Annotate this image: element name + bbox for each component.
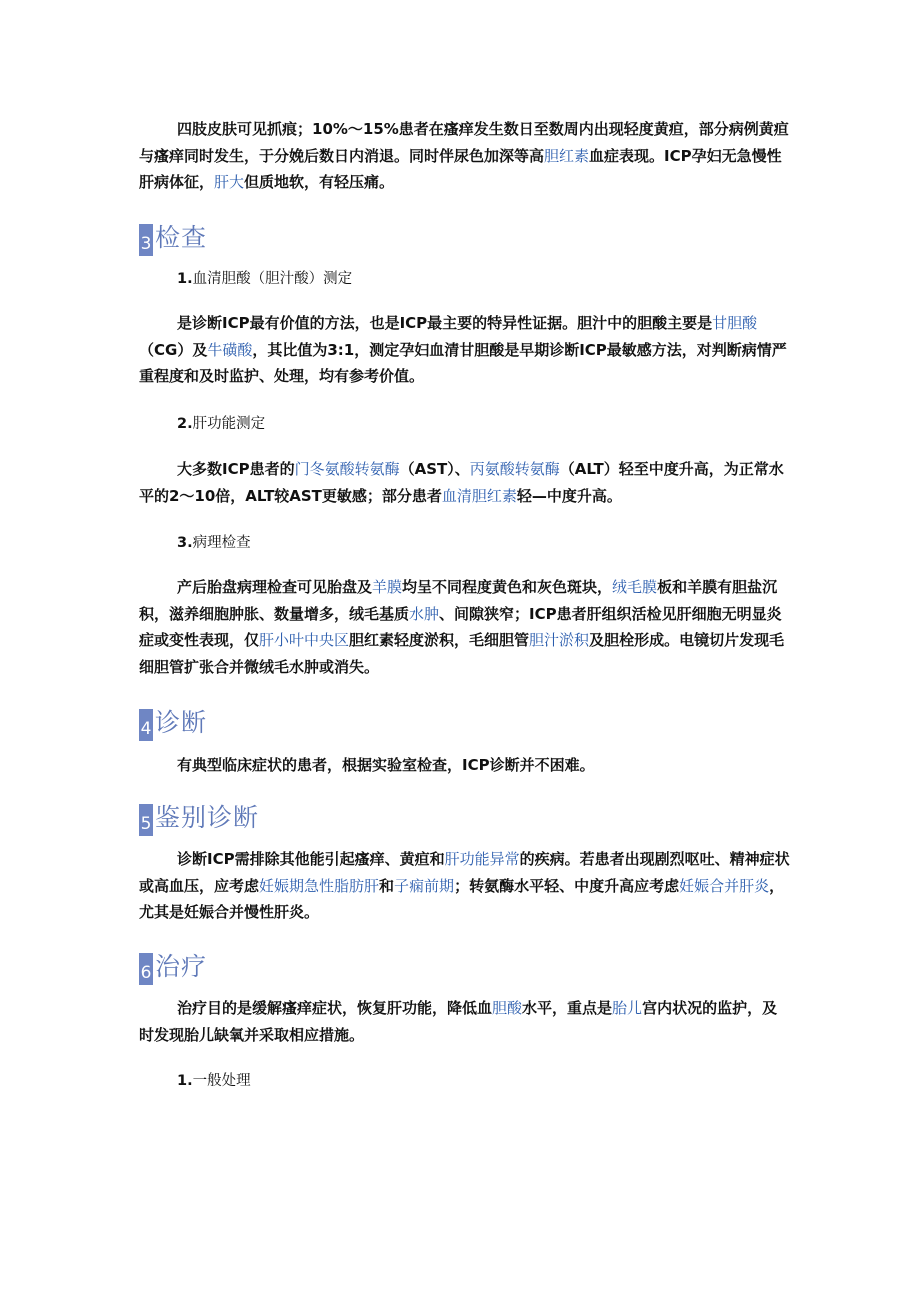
section-number: 5 (139, 804, 153, 836)
p2-text-b: （CG）及 (139, 340, 208, 359)
link-alt[interactable]: 丙氨酸转氨酶 (469, 460, 560, 478)
p6-text-e: ，尤其是妊娠合并慢性肝炎。 (139, 876, 785, 921)
section-heading-diagnosis (139, 705, 207, 741)
p1-text-b: 血症表现。ICP孕妇无急慢性肝病体征， (139, 146, 782, 191)
paragraph-diagnosis (139, 752, 791, 779)
paragraph-symptoms (139, 116, 791, 196)
p1-text-c: 但质地软，有轻压痛。 (244, 173, 395, 191)
p4-text-b: 均呈不同程度黄色和灰色斑块， (402, 578, 613, 596)
subheading-number: 3. (177, 535, 193, 551)
section-number: 6 (139, 953, 153, 985)
link-edema[interactable]: 水肿 (409, 604, 440, 623)
section-title: 诊断 (155, 708, 208, 737)
section-heading-differential (139, 800, 259, 836)
p4-text-f: 及胆栓形成。电镜切片发现毛细胆管扩张合并微绒毛水肿或消失。 (139, 631, 785, 676)
subheading-bile-acid (177, 268, 352, 290)
p7-text-c: 宫内状况的监护，及时发现胎儿缺氧并采取相应措施。 (139, 999, 778, 1044)
paragraph-treatment (139, 995, 791, 1048)
p6-text-a: 诊断ICP需排除其他能引起瘙痒、黄疸和 (177, 850, 445, 868)
p7-text-b: 水平，重点是 (522, 999, 613, 1017)
subheading-general (177, 1070, 251, 1092)
paragraph-differential (139, 846, 791, 926)
link-taurine[interactable]: 牛磺酸 (207, 340, 253, 359)
link-amnion[interactable]: 羊膜 (372, 578, 403, 596)
section-heading-examination (139, 220, 207, 256)
subheading-text: 病理检查 (192, 535, 251, 551)
section-number: 4 (139, 709, 153, 741)
link-ast[interactable]: 门冬氨酸转氨酶 (294, 460, 400, 478)
subheading-pathology (177, 532, 251, 554)
link-liver-dysfunction[interactable]: 肝功能异常 (444, 850, 520, 868)
link-preeclampsia[interactable]: 子痫前期 (394, 876, 455, 895)
p3-text-d: 轻—中度升高。 (516, 486, 622, 505)
p2-text-c: ，其比值为3:1，测定孕妇血清甘胆酸是早期诊断ICP最敏感方法，对判断病情严重程度和及时监护、处理，均有参考价值。 (139, 340, 787, 385)
p6-text-d: ；转氨酶水平轻、中度升高应考虑 (454, 876, 680, 895)
section-title: 检查 (155, 223, 208, 252)
link-chorion[interactable]: 绒毛膜 (612, 578, 658, 596)
link-glycocholic-acid[interactable]: 甘胆酸 (712, 314, 758, 332)
p4-text-d: 、间隙狭窄；ICP患者肝组织活检见肝细胞无明显炎症或变性表现，仅 (139, 604, 782, 649)
p3-text-c: （ALT）轻至中度升高，为正常水平的2～10倍，ALT较AST更敏感；部分患者 (139, 460, 784, 505)
p7-text-a: 治疗目的是缓解瘙痒症状，恢复肝功能，降低血 (177, 999, 493, 1017)
p4-text-e: 胆红素轻度淤积，毛细胆管 (349, 631, 530, 649)
subheading-text: 血清胆酸（胆汁酸）测定 (192, 271, 353, 287)
link-bile-acid[interactable]: 胆酸 (492, 999, 523, 1017)
p1-text-a: 四肢皮肤可见抓痕；10%～15%患者在瘙痒发生数日至数周内出现轻度黄疸，部分病例黄疸与瘙痒同时发生，于分娩后数日内消退。同时伴尿色加深等高 (139, 120, 789, 165)
p6-text-b: 的疾病。若患者出现剧烈呕吐、精神症状或高血压，应考虑 (139, 850, 790, 895)
subheading-text: 一般处理 (192, 1073, 251, 1089)
p3-text-b: （AST）、 (399, 460, 470, 478)
link-afl[interactable]: 妊娠期急性脂肪肝 (259, 876, 380, 895)
paragraph-pathology (139, 574, 791, 680)
link-hepatomegaly[interactable]: 肝大 (214, 173, 245, 191)
section-title: 鉴别诊断 (155, 803, 260, 832)
p4-text-c: 板和羊膜有胆盐沉积，滋养细胞肿胀、数量增多，绒毛基质 (139, 578, 778, 623)
link-fetus[interactable]: 胎儿 (612, 999, 643, 1017)
paragraph-bile-acid (139, 310, 791, 390)
p4-text-a: 产后胎盘病理检查可见胎盘及 (177, 578, 373, 596)
section-heading-treatment (139, 949, 207, 985)
link-cholestasis[interactable]: 胆汁淤积 (529, 631, 590, 649)
section-title: 治疗 (155, 952, 208, 981)
link-centrilobular[interactable]: 肝小叶中央区 (259, 631, 350, 649)
link-bilirubin[interactable]: 胆红素 (544, 146, 590, 165)
link-hepatitis[interactable]: 妊娠合并肝炎 (679, 876, 770, 895)
subheading-number: 1. (177, 271, 193, 287)
link-serum-bilirubin[interactable]: 血清胆红素 (441, 486, 517, 505)
p5-text-a: 有典型临床症状的患者，根据实验室检查，ICP诊断并不困难。 (177, 756, 595, 774)
subheading-number: 1. (177, 1073, 193, 1089)
subheading-number: 2. (177, 416, 193, 432)
paragraph-liver-function (139, 456, 791, 509)
subheading-text: 肝功能测定 (192, 416, 266, 432)
subheading-liver-function (177, 413, 265, 435)
p6-text-c: 和 (379, 876, 395, 895)
p2-text-a: 是诊断ICP最有价值的方法，也是ICP最主要的特异性证据。胆汁中的胆酸主要是 (177, 314, 713, 332)
section-number: 3 (139, 224, 153, 256)
p3-text-a: 大多数ICP患者的 (177, 460, 295, 478)
